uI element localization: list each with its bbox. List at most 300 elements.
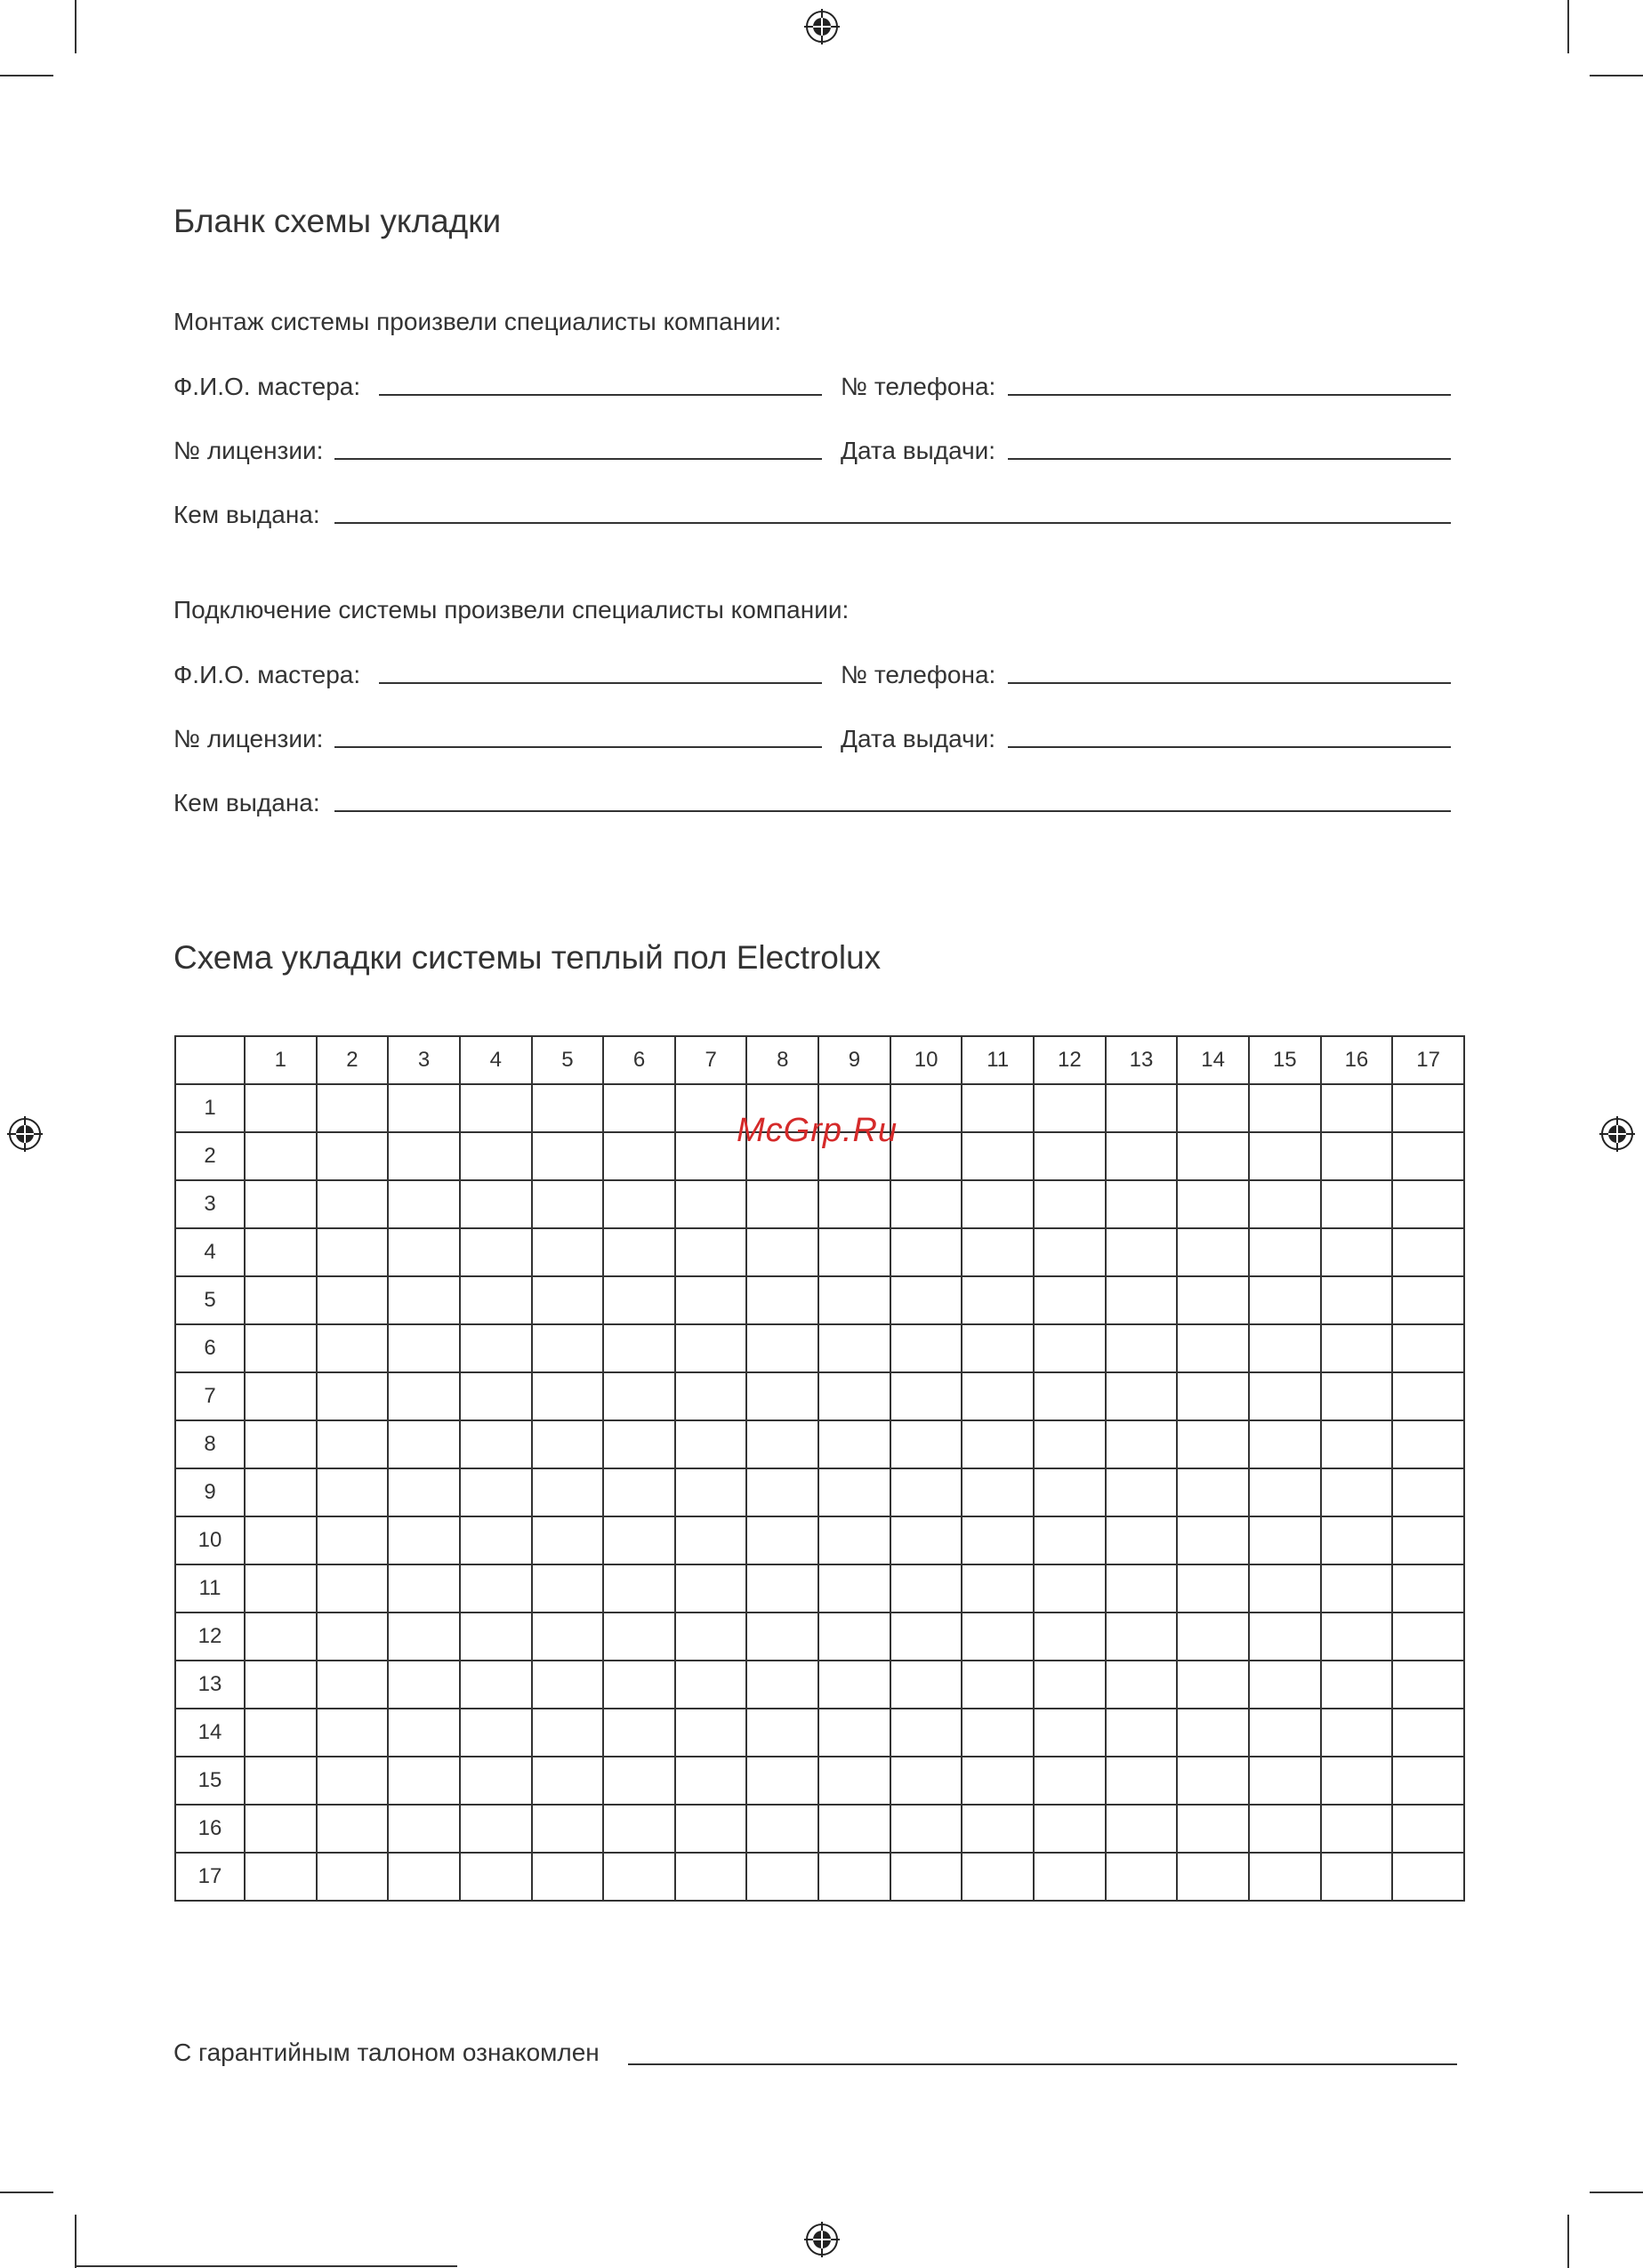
- grid-cell[interactable]: [890, 1853, 962, 1901]
- grid-cell[interactable]: [1034, 1372, 1106, 1420]
- grid-cell[interactable]: [245, 1661, 317, 1709]
- grid-cell[interactable]: [1034, 1757, 1106, 1805]
- grid-cell[interactable]: [746, 1853, 818, 1901]
- grid-cell[interactable]: [746, 1661, 818, 1709]
- grid-cell[interactable]: [818, 1324, 890, 1372]
- grid-cell[interactable]: [317, 1084, 389, 1132]
- grid-cell[interactable]: [962, 1613, 1034, 1661]
- grid-cell[interactable]: [1106, 1132, 1178, 1180]
- grid-cell[interactable]: [460, 1468, 532, 1516]
- grid-cell[interactable]: [1249, 1805, 1321, 1853]
- connection-license-field[interactable]: [334, 746, 822, 748]
- grid-cell[interactable]: [1321, 1516, 1393, 1564]
- grid-cell[interactable]: [460, 1276, 532, 1324]
- grid-cell[interactable]: [1321, 1276, 1393, 1324]
- grid-cell[interactable]: [460, 1324, 532, 1372]
- grid-cell[interactable]: [460, 1228, 532, 1276]
- grid-cell[interactable]: [388, 1084, 460, 1132]
- grid-cell[interactable]: [1106, 1372, 1178, 1420]
- grid-cell[interactable]: [460, 1564, 532, 1613]
- grid-cell[interactable]: [1249, 1853, 1321, 1901]
- grid-cell[interactable]: [388, 1564, 460, 1613]
- grid-cell[interactable]: [603, 1180, 675, 1228]
- grid-cell[interactable]: [245, 1132, 317, 1180]
- grid-cell[interactable]: [962, 1516, 1034, 1564]
- grid-cell[interactable]: [818, 1805, 890, 1853]
- grid-cell[interactable]: [1034, 1468, 1106, 1516]
- grid-cell[interactable]: [818, 1180, 890, 1228]
- grid-cell[interactable]: [532, 1468, 604, 1516]
- grid-cell[interactable]: [746, 1276, 818, 1324]
- grid-cell[interactable]: [460, 1661, 532, 1709]
- grid-cell[interactable]: [1392, 1853, 1464, 1901]
- grid-cell[interactable]: [890, 1372, 962, 1420]
- grid-cell[interactable]: [1177, 1709, 1249, 1757]
- grid-cell[interactable]: [1177, 1084, 1249, 1132]
- grid-cell[interactable]: [532, 1805, 604, 1853]
- grid-cell[interactable]: [675, 1853, 747, 1901]
- grid-cell[interactable]: [746, 1516, 818, 1564]
- grid-cell[interactable]: [746, 1468, 818, 1516]
- grid-cell[interactable]: [532, 1613, 604, 1661]
- grid-cell[interactable]: [1249, 1661, 1321, 1709]
- installation-issue-date-field[interactable]: [1008, 458, 1451, 460]
- grid-cell[interactable]: [1249, 1372, 1321, 1420]
- grid-cell[interactable]: [1392, 1516, 1464, 1564]
- grid-cell[interactable]: [1392, 1805, 1464, 1853]
- grid-cell[interactable]: [603, 1468, 675, 1516]
- grid-cell[interactable]: [890, 1420, 962, 1468]
- grid-cell[interactable]: [1392, 1324, 1464, 1372]
- grid-cell[interactable]: [245, 1468, 317, 1516]
- grid-cell[interactable]: [245, 1084, 317, 1132]
- grid-cell[interactable]: [675, 1468, 747, 1516]
- grid-cell[interactable]: [675, 1276, 747, 1324]
- grid-cell[interactable]: [1106, 1757, 1178, 1805]
- grid-cell[interactable]: [962, 1084, 1034, 1132]
- grid-cell[interactable]: [1321, 1372, 1393, 1420]
- grid-cell[interactable]: [388, 1276, 460, 1324]
- grid-cell[interactable]: [317, 1661, 389, 1709]
- grid-cell[interactable]: [1034, 1709, 1106, 1757]
- grid-cell[interactable]: [1034, 1084, 1106, 1132]
- grid-cell[interactable]: [746, 1180, 818, 1228]
- grid-cell[interactable]: [460, 1420, 532, 1468]
- grid-cell[interactable]: [1321, 1757, 1393, 1805]
- grid-cell[interactable]: [1321, 1468, 1393, 1516]
- grid-cell[interactable]: [317, 1372, 389, 1420]
- grid-cell[interactable]: [1106, 1468, 1178, 1516]
- grid-cell[interactable]: [1177, 1613, 1249, 1661]
- grid-cell[interactable]: [675, 1661, 747, 1709]
- grid-cell[interactable]: [460, 1372, 532, 1420]
- installation-phone-field[interactable]: [1008, 394, 1451, 396]
- grid-cell[interactable]: [245, 1853, 317, 1901]
- grid-cell[interactable]: [1249, 1084, 1321, 1132]
- grid-cell[interactable]: [746, 1372, 818, 1420]
- grid-cell[interactable]: [890, 1709, 962, 1757]
- grid-cell[interactable]: [675, 1805, 747, 1853]
- grid-cell[interactable]: [818, 1564, 890, 1613]
- grid-cell[interactable]: [317, 1180, 389, 1228]
- grid-cell[interactable]: [460, 1132, 532, 1180]
- grid-cell[interactable]: [1249, 1757, 1321, 1805]
- grid-cell[interactable]: [890, 1180, 962, 1228]
- grid-cell[interactable]: [460, 1709, 532, 1757]
- grid-cell[interactable]: [388, 1180, 460, 1228]
- grid-cell[interactable]: [317, 1564, 389, 1613]
- grid-cell[interactable]: [1177, 1757, 1249, 1805]
- grid-cell[interactable]: [317, 1132, 389, 1180]
- grid-cell[interactable]: [245, 1372, 317, 1420]
- connection-phone-field[interactable]: [1008, 682, 1451, 684]
- grid-cell[interactable]: [388, 1853, 460, 1901]
- grid-cell[interactable]: [603, 1372, 675, 1420]
- grid-cell[interactable]: [460, 1516, 532, 1564]
- grid-cell[interactable]: [1177, 1324, 1249, 1372]
- installation-master-field[interactable]: [379, 394, 822, 396]
- connection-master-field[interactable]: [379, 682, 822, 684]
- grid-cell[interactable]: [245, 1805, 317, 1853]
- grid-cell[interactable]: [1034, 1853, 1106, 1901]
- grid-cell[interactable]: [675, 1228, 747, 1276]
- grid-cell[interactable]: [746, 1805, 818, 1853]
- grid-cell[interactable]: [1321, 1180, 1393, 1228]
- grid-cell[interactable]: [388, 1324, 460, 1372]
- grid-cell[interactable]: [460, 1613, 532, 1661]
- grid-cell[interactable]: [1392, 1084, 1464, 1132]
- grid-cell[interactable]: [1106, 1516, 1178, 1564]
- grid-cell[interactable]: [532, 1709, 604, 1757]
- grid-cell[interactable]: [1392, 1276, 1464, 1324]
- grid-cell[interactable]: [746, 1420, 818, 1468]
- connection-issue-date-field[interactable]: [1008, 746, 1451, 748]
- crop-mark-top-right-v: [1567, 0, 1569, 53]
- grid-cell[interactable]: [1392, 1757, 1464, 1805]
- grid-cell[interactable]: [675, 1420, 747, 1468]
- grid-cell[interactable]: [388, 1709, 460, 1757]
- grid-cell[interactable]: [1106, 1564, 1178, 1613]
- grid-cell[interactable]: [1249, 1564, 1321, 1613]
- grid-cell[interactable]: [388, 1132, 460, 1180]
- grid-cell[interactable]: [532, 1516, 604, 1564]
- grid-cell[interactable]: [746, 1228, 818, 1276]
- grid-cell[interactable]: [818, 1853, 890, 1901]
- grid-cell[interactable]: [317, 1420, 389, 1468]
- grid-cell[interactable]: [1177, 1132, 1249, 1180]
- grid-cell[interactable]: [1321, 1564, 1393, 1613]
- grid-cell[interactable]: [675, 1516, 747, 1564]
- grid-cell[interactable]: [1177, 1564, 1249, 1613]
- grid-cell[interactable]: [532, 1228, 604, 1276]
- grid-cell[interactable]: [1249, 1468, 1321, 1516]
- grid-cell[interactable]: [890, 1805, 962, 1853]
- grid-cell[interactable]: [675, 1564, 747, 1613]
- grid-cell[interactable]: [603, 1084, 675, 1132]
- grid-cell[interactable]: [1106, 1613, 1178, 1661]
- grid-cell[interactable]: [317, 1228, 389, 1276]
- grid-cell[interactable]: [532, 1564, 604, 1613]
- grid-cell[interactable]: [245, 1324, 317, 1372]
- grid-cell[interactable]: [532, 1372, 604, 1420]
- grid-cell[interactable]: [388, 1516, 460, 1564]
- grid-cell[interactable]: [388, 1228, 460, 1276]
- grid-cell[interactable]: [603, 1853, 675, 1901]
- grid-cell[interactable]: [818, 1468, 890, 1516]
- grid-cell[interactable]: [962, 1324, 1034, 1372]
- grid-cell[interactable]: [1249, 1228, 1321, 1276]
- grid-cell[interactable]: [1392, 1613, 1464, 1661]
- grid-cell[interactable]: [962, 1661, 1034, 1709]
- grid-cell[interactable]: [1249, 1420, 1321, 1468]
- grid-cell[interactable]: [675, 1324, 747, 1372]
- grid-cell[interactable]: [245, 1613, 317, 1661]
- grid-cell[interactable]: [1034, 1613, 1106, 1661]
- grid-cell[interactable]: [1321, 1613, 1393, 1661]
- grid-cell[interactable]: [1177, 1805, 1249, 1853]
- grid-cell[interactable]: [818, 1709, 890, 1757]
- grid-cell[interactable]: [962, 1709, 1034, 1757]
- grid-cell[interactable]: [1392, 1420, 1464, 1468]
- grid-cell[interactable]: [532, 1420, 604, 1468]
- grid-cell[interactable]: [1392, 1564, 1464, 1613]
- grid-cell[interactable]: [1321, 1324, 1393, 1372]
- grid-cell[interactable]: [746, 1324, 818, 1372]
- grid-cell[interactable]: [1249, 1613, 1321, 1661]
- grid-cell[interactable]: [1106, 1420, 1178, 1468]
- grid-cell[interactable]: [532, 1132, 604, 1180]
- installation-issued-by-field[interactable]: [334, 522, 1451, 524]
- grid-cell[interactable]: [1034, 1132, 1106, 1180]
- grid-cell[interactable]: [746, 1564, 818, 1613]
- grid-cell[interactable]: [1321, 1709, 1393, 1757]
- grid-cell[interactable]: [460, 1084, 532, 1132]
- grid-cell[interactable]: [890, 1661, 962, 1709]
- grid-cell[interactable]: [1106, 1180, 1178, 1228]
- grid-cell[interactable]: [1177, 1468, 1249, 1516]
- grid-cell[interactable]: [1392, 1228, 1464, 1276]
- grid-cell[interactable]: [1249, 1709, 1321, 1757]
- grid-cell[interactable]: [1392, 1468, 1464, 1516]
- grid-cell[interactable]: [675, 1372, 747, 1420]
- grid-cell[interactable]: [1106, 1276, 1178, 1324]
- grid-cell[interactable]: [1177, 1180, 1249, 1228]
- grid-cell[interactable]: [1249, 1276, 1321, 1324]
- grid-cell[interactable]: [675, 1613, 747, 1661]
- grid-cell[interactable]: [1321, 1420, 1393, 1468]
- grid-cell[interactable]: [1177, 1228, 1249, 1276]
- grid-cell[interactable]: [603, 1757, 675, 1805]
- grid-cell[interactable]: [890, 1516, 962, 1564]
- grid-cell[interactable]: [317, 1516, 389, 1564]
- grid-cell[interactable]: [603, 1276, 675, 1324]
- grid-cell[interactable]: [532, 1276, 604, 1324]
- grid-cell[interactable]: [962, 1564, 1034, 1613]
- grid-cell[interactable]: [460, 1853, 532, 1901]
- grid-cell[interactable]: [1034, 1276, 1106, 1324]
- grid-column-header: 14: [1177, 1036, 1249, 1084]
- grid-cell[interactable]: [1034, 1228, 1106, 1276]
- grid-cell[interactable]: [818, 1276, 890, 1324]
- installation-issued-by-label: Кем выдана:: [173, 501, 320, 528]
- grid-cell[interactable]: [1249, 1324, 1321, 1372]
- grid-cell[interactable]: [1392, 1661, 1464, 1709]
- grid-cell[interactable]: [818, 1372, 890, 1420]
- grid-cell[interactable]: [962, 1276, 1034, 1324]
- grid-cell[interactable]: [1249, 1180, 1321, 1228]
- grid-cell[interactable]: [1177, 1853, 1249, 1901]
- grid-cell[interactable]: [1249, 1516, 1321, 1564]
- grid-cell[interactable]: [675, 1180, 747, 1228]
- grid-cell[interactable]: [962, 1180, 1034, 1228]
- grid-cell[interactable]: [1392, 1372, 1464, 1420]
- grid-cell[interactable]: [1392, 1180, 1464, 1228]
- grid-cell[interactable]: [818, 1613, 890, 1661]
- grid-cell[interactable]: [388, 1372, 460, 1420]
- grid-cell[interactable]: [890, 1613, 962, 1661]
- grid-cell[interactable]: [388, 1757, 460, 1805]
- grid-cell[interactable]: [746, 1709, 818, 1757]
- grid-cell[interactable]: [1106, 1853, 1178, 1901]
- grid-cell[interactable]: [388, 1613, 460, 1661]
- grid-cell[interactable]: [890, 1084, 962, 1132]
- grid-cell[interactable]: [1392, 1132, 1464, 1180]
- grid-cell[interactable]: [1106, 1709, 1178, 1757]
- grid-cell[interactable]: [962, 1468, 1034, 1516]
- grid-row-header: 5: [175, 1276, 245, 1324]
- grid-cell[interactable]: [818, 1228, 890, 1276]
- grid-cell[interactable]: [818, 1661, 890, 1709]
- grid-cell[interactable]: [962, 1420, 1034, 1468]
- grid-cell[interactable]: [1321, 1132, 1393, 1180]
- grid-cell[interactable]: [388, 1661, 460, 1709]
- grid-cell[interactable]: [1106, 1324, 1178, 1372]
- grid-cell[interactable]: [388, 1805, 460, 1853]
- grid-cell[interactable]: [245, 1228, 317, 1276]
- grid-cell[interactable]: [603, 1564, 675, 1613]
- grid-cell[interactable]: [603, 1516, 675, 1564]
- grid-cell[interactable]: [603, 1228, 675, 1276]
- grid-cell[interactable]: [1321, 1084, 1393, 1132]
- grid-cell[interactable]: [1106, 1084, 1178, 1132]
- grid-cell[interactable]: [1177, 1420, 1249, 1468]
- grid-cell[interactable]: [532, 1661, 604, 1709]
- grid-cell[interactable]: [1177, 1516, 1249, 1564]
- grid-cell[interactable]: [532, 1084, 604, 1132]
- grid-cell[interactable]: [1321, 1661, 1393, 1709]
- grid-cell[interactable]: [890, 1132, 962, 1180]
- grid-cell[interactable]: [890, 1276, 962, 1324]
- connection-issued-by-field[interactable]: [334, 810, 1451, 812]
- grid-cell[interactable]: [603, 1324, 675, 1372]
- grid-cell[interactable]: [1034, 1516, 1106, 1564]
- grid-cell[interactable]: [890, 1324, 962, 1372]
- grid-cell[interactable]: [818, 1757, 890, 1805]
- grid-cell[interactable]: [460, 1180, 532, 1228]
- grid-cell[interactable]: [245, 1757, 317, 1805]
- grid-cell[interactable]: [1321, 1805, 1393, 1853]
- grid-cell[interactable]: [245, 1276, 317, 1324]
- grid-cell[interactable]: [1034, 1180, 1106, 1228]
- grid-cell[interactable]: [962, 1228, 1034, 1276]
- grid-cell[interactable]: [1034, 1805, 1106, 1853]
- grid-cell[interactable]: [962, 1132, 1034, 1180]
- grid-cell[interactable]: [317, 1468, 389, 1516]
- grid-cell[interactable]: [388, 1420, 460, 1468]
- grid-cell[interactable]: [962, 1372, 1034, 1420]
- grid-cell[interactable]: [532, 1180, 604, 1228]
- grid-cell[interactable]: [603, 1613, 675, 1661]
- grid-cell[interactable]: [460, 1757, 532, 1805]
- grid-cell[interactable]: [818, 1420, 890, 1468]
- grid-cell[interactable]: [245, 1420, 317, 1468]
- grid-cell[interactable]: [317, 1324, 389, 1372]
- grid-cell[interactable]: [532, 1853, 604, 1901]
- grid-cell[interactable]: [1177, 1661, 1249, 1709]
- grid-cell[interactable]: [1392, 1709, 1464, 1757]
- grid-cell[interactable]: [603, 1709, 675, 1757]
- grid-cell[interactable]: [1034, 1420, 1106, 1468]
- grid-cell[interactable]: [532, 1757, 604, 1805]
- grid-cell[interactable]: [245, 1180, 317, 1228]
- grid-cell[interactable]: [317, 1853, 389, 1901]
- grid-cell[interactable]: [460, 1805, 532, 1853]
- grid-cell[interactable]: [317, 1805, 389, 1853]
- grid-cell[interactable]: [1249, 1132, 1321, 1180]
- grid-cell[interactable]: [962, 1805, 1034, 1853]
- grid-cell[interactable]: [890, 1757, 962, 1805]
- grid-cell[interactable]: [1106, 1805, 1178, 1853]
- grid-row-header: 10: [175, 1516, 245, 1564]
- grid-cell[interactable]: [1034, 1324, 1106, 1372]
- grid-cell[interactable]: [1177, 1372, 1249, 1420]
- grid-cell[interactable]: [1106, 1661, 1178, 1709]
- grid-cell[interactable]: [317, 1709, 389, 1757]
- grid-cell[interactable]: [1034, 1661, 1106, 1709]
- installation-license-field[interactable]: [334, 458, 822, 460]
- grid-cell[interactable]: [317, 1613, 389, 1661]
- acknowledgement-signature-field[interactable]: [628, 2063, 1457, 2065]
- grid-cell[interactable]: [388, 1468, 460, 1516]
- grid-cell[interactable]: [1177, 1276, 1249, 1324]
- grid-cell[interactable]: [962, 1757, 1034, 1805]
- grid-cell[interactable]: [317, 1276, 389, 1324]
- grid-cell[interactable]: [1106, 1228, 1178, 1276]
- grid-cell[interactable]: [532, 1324, 604, 1372]
- grid-cell[interactable]: [746, 1757, 818, 1805]
- grid-cell[interactable]: [962, 1853, 1034, 1901]
- grid-cell[interactable]: [675, 1757, 747, 1805]
- grid-cell[interactable]: [890, 1468, 962, 1516]
- grid-cell[interactable]: [603, 1661, 675, 1709]
- grid-cell[interactable]: [245, 1516, 317, 1564]
- grid-cell[interactable]: [890, 1228, 962, 1276]
- grid-cell[interactable]: [245, 1709, 317, 1757]
- grid-cell[interactable]: [1034, 1564, 1106, 1613]
- grid-cell[interactable]: [1321, 1228, 1393, 1276]
- grid-cell[interactable]: [890, 1564, 962, 1613]
- grid-cell[interactable]: [818, 1516, 890, 1564]
- grid-cell[interactable]: [1321, 1853, 1393, 1901]
- grid-cell[interactable]: [603, 1420, 675, 1468]
- grid-cell[interactable]: [675, 1709, 747, 1757]
- grid-cell[interactable]: [746, 1613, 818, 1661]
- grid-cell[interactable]: [603, 1805, 675, 1853]
- grid-cell[interactable]: [245, 1564, 317, 1613]
- grid-cell[interactable]: [603, 1132, 675, 1180]
- grid-cell[interactable]: [317, 1757, 389, 1805]
- grid-row: [175, 1613, 1464, 1661]
